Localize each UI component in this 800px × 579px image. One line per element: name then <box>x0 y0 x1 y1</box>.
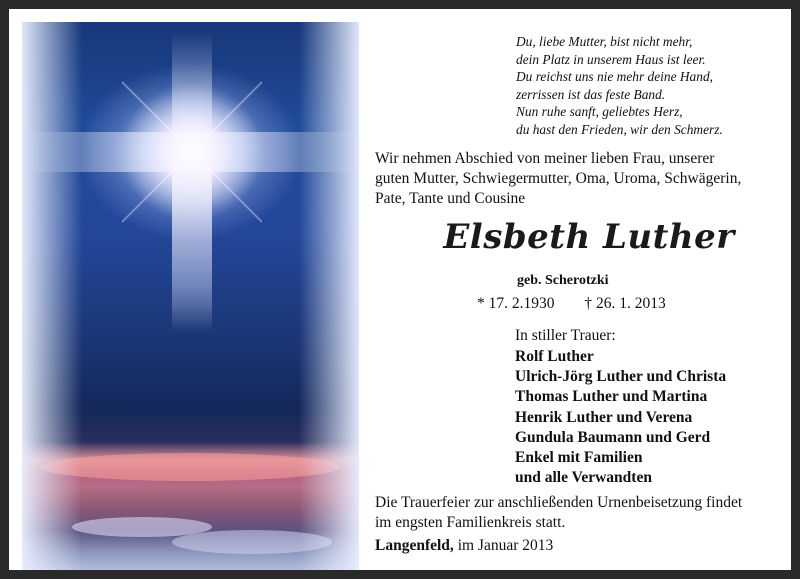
place-month: im Januar 2013 <box>453 537 554 554</box>
mourner-item: Henrik Luther und Verena <box>515 408 693 426</box>
mourner-item: Gundula Baumann und Gerd <box>515 428 711 446</box>
light-cross-photo <box>22 22 359 575</box>
poem-line: Nun ruhe sanft, geliebtes Herz, <box>516 104 683 120</box>
place-date <box>375 537 553 555</box>
intro-line: Pate, Tante und Cousine <box>375 190 526 207</box>
mourner-item: Ulrich-Jörg Luther und Christa <box>515 368 727 386</box>
photo-fade-right <box>299 22 359 575</box>
place-town: Langenfeld, <box>375 537 454 554</box>
life-dates <box>477 295 666 313</box>
photo-fade-left <box>22 22 82 575</box>
poem-line: du hast den Frieden, wir den Schmerz. <box>516 121 723 137</box>
mourner-item: Thomas Luther und Martina <box>515 388 708 406</box>
intro-line: guten Mutter, Schwiegermutter, Oma, Uroma, Schwägerin, <box>375 170 742 187</box>
poem-line: Du reichst uns nie mehr deine Hand, <box>516 69 713 85</box>
funeral-line: Die Trauerfeier zur anschließenden Urnenbeisetzung findet <box>375 494 743 511</box>
mourners-list <box>515 347 726 488</box>
funeral-line: im engsten Familienkreis statt. <box>375 514 566 531</box>
mourner-item: und alle Verwandten <box>515 469 652 487</box>
mourner-item: Rolf Luther <box>515 348 594 365</box>
mourning-label: In stiller Trauer: <box>515 327 616 344</box>
intro-text <box>375 149 795 209</box>
birth-date: * 17. 2.1930 <box>477 295 555 312</box>
poem-line: Du, liebe Mutter, bist nicht mehr, <box>516 34 693 49</box>
poem <box>516 33 723 139</box>
poem-line: zerrissen ist das feste Band. <box>516 86 666 102</box>
deceased-name: Elsbeth Luther <box>443 217 735 257</box>
intro-line: Wir nehmen Abschied von meiner lieben Frau, unserer <box>375 150 715 167</box>
funeral-notice <box>375 493 742 533</box>
mourner-item: Enkel mit Familien <box>515 449 643 467</box>
birth-name: geb. Scherotzki <box>517 273 609 288</box>
poem-line: dein Platz in unserem Haus ist leer. <box>516 51 706 67</box>
death-date: † 26. 1. 2013 <box>584 295 666 312</box>
